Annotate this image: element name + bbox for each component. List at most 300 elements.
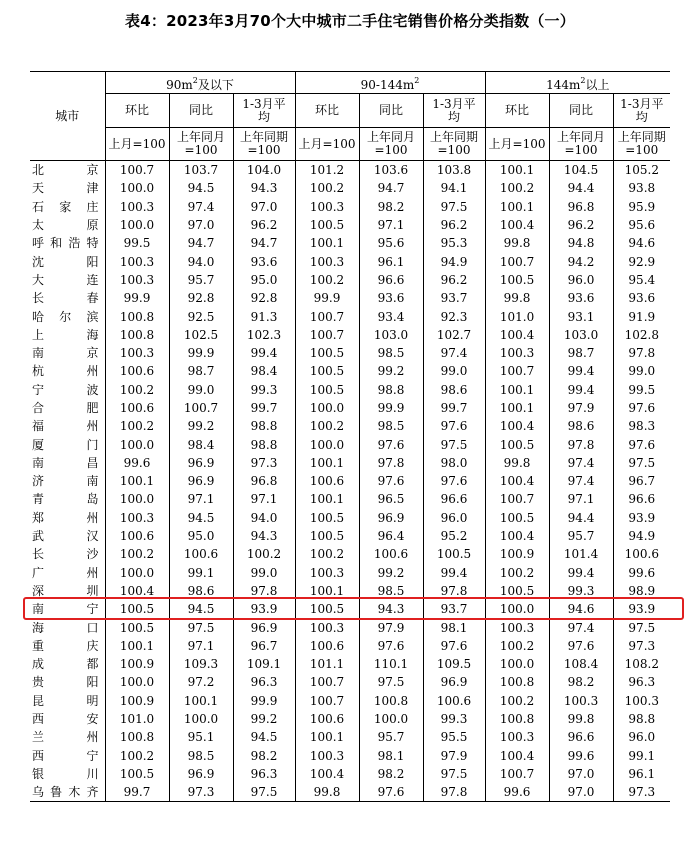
value-cell: 100.3	[485, 728, 549, 746]
value-cell: 97.9	[423, 747, 485, 765]
city-cell: 大 连	[32, 272, 99, 287]
value-cell: 99.3	[549, 582, 613, 600]
value-cell: 97.6	[423, 472, 485, 490]
value-cell: 110.1	[359, 655, 423, 673]
table-row	[30, 618, 670, 636]
city-cell: 天 津	[32, 181, 99, 196]
value-cell: 96.4	[359, 527, 423, 545]
value-cell: 99.9	[169, 344, 233, 362]
city-cell: 南 宁	[32, 602, 99, 617]
table-row	[30, 216, 670, 234]
value-cell: 100.0	[295, 399, 359, 417]
value-cell: 96.7	[613, 472, 670, 490]
value-cell: 100.2	[295, 417, 359, 435]
value-cell: 97.6	[613, 399, 670, 417]
value-cell: 99.7	[423, 399, 485, 417]
value-cell: 100.8	[485, 710, 549, 728]
value-cell: 100.5	[295, 509, 359, 527]
value-cell: 98.0	[423, 454, 485, 472]
value-cell: 96.1	[359, 252, 423, 270]
value-cell: 100.8	[105, 307, 169, 325]
value-cell: 102.5	[169, 326, 233, 344]
value-cell: 97.8	[549, 435, 613, 453]
value-cell: 99.8	[485, 454, 549, 472]
value-cell: 100.6	[423, 692, 485, 710]
value-cell: 100.3	[295, 747, 359, 765]
value-cell: 97.1	[169, 637, 233, 655]
city-cell: 呼和浩特	[32, 236, 99, 251]
value-cell: 104.0	[233, 161, 295, 180]
value-cell: 100.3	[105, 344, 169, 362]
value-cell: 99.3	[233, 381, 295, 399]
value-cell: 97.5	[423, 765, 485, 783]
value-cell: 100.4	[485, 417, 549, 435]
value-cell: 98.2	[359, 198, 423, 216]
value-cell: 94.0	[233, 509, 295, 527]
value-cell: 97.6	[359, 783, 423, 802]
value-cell: 100.6	[105, 399, 169, 417]
city-cell: 兰 州	[32, 730, 99, 745]
value-cell: 97.8	[233, 582, 295, 600]
value-cell: 100.1	[105, 637, 169, 655]
value-cell: 97.5	[423, 198, 485, 216]
value-cell: 99.1	[169, 564, 233, 582]
value-cell: 99.5	[105, 234, 169, 252]
value-cell: 97.5	[169, 618, 233, 636]
value-cell: 99.4	[549, 564, 613, 582]
value-cell: 100.7	[485, 490, 549, 508]
city-cell: 海 口	[32, 620, 99, 635]
city-cell: 杭 州	[32, 364, 99, 379]
value-cell: 100.5	[295, 381, 359, 399]
value-cell: 99.9	[105, 289, 169, 307]
value-cell: 100.1	[485, 381, 549, 399]
value-cell: 94.6	[549, 600, 613, 618]
value-cell: 101.0	[485, 307, 549, 325]
value-cell: 97.9	[359, 618, 423, 636]
value-cell: 103.8	[423, 161, 485, 180]
value-cell: 99.2	[233, 710, 295, 728]
value-cell: 97.6	[423, 417, 485, 435]
value-cell: 100.3	[485, 618, 549, 636]
value-cell: 98.7	[549, 344, 613, 362]
table-row	[30, 490, 670, 508]
base-header-cell: 上年同月=100	[359, 128, 423, 161]
table-row	[30, 289, 670, 307]
value-cell: 96.9	[169, 472, 233, 490]
group-header-small: $90m^2$及以下	[105, 72, 295, 94]
base-header-cell: 上年同期=100	[613, 128, 670, 161]
value-cell: 93.9	[233, 600, 295, 618]
value-cell: 108.2	[613, 655, 670, 673]
value-cell: 97.8	[423, 582, 485, 600]
value-cell: 100.2	[105, 417, 169, 435]
value-cell: 103.0	[359, 326, 423, 344]
table-row	[30, 362, 670, 380]
value-cell: 100.2	[485, 179, 549, 197]
value-cell: 94.9	[423, 252, 485, 270]
table-row	[30, 271, 670, 289]
value-cell: 99.0	[423, 362, 485, 380]
value-cell: 100.4	[485, 326, 549, 344]
value-cell: 94.7	[233, 234, 295, 252]
value-cell: 100.4	[295, 765, 359, 783]
city-cell: 宁 波	[32, 382, 99, 397]
base-header-cell: 上年同月=100	[169, 128, 233, 161]
group-header-large: $144m^2$以上	[485, 72, 670, 94]
value-cell: 95.2	[423, 527, 485, 545]
value-cell: 100.5	[295, 344, 359, 362]
value-cell: 98.4	[169, 435, 233, 453]
value-cell: 100.2	[485, 564, 549, 582]
value-cell: 96.1	[613, 765, 670, 783]
value-cell: 93.6	[549, 289, 613, 307]
value-cell: 98.8	[613, 710, 670, 728]
value-cell: 100.6	[359, 545, 423, 563]
value-cell: 98.6	[423, 381, 485, 399]
table-row	[30, 509, 670, 527]
city-cell: 郑 州	[32, 510, 99, 525]
table-row	[30, 545, 670, 563]
city-cell: 太 原	[32, 218, 99, 233]
city-cell: 合 肥	[32, 401, 99, 415]
city-cell: 石家庄	[32, 199, 99, 214]
value-cell: 100.1	[295, 234, 359, 252]
value-cell: 103.6	[359, 161, 423, 180]
value-cell: 98.5	[169, 747, 233, 765]
sub-header-cell: 环比	[295, 94, 359, 128]
value-cell: 97.5	[613, 454, 670, 472]
value-cell: 100.6	[295, 710, 359, 728]
sub-header-cell: 环比	[105, 94, 169, 128]
value-cell: 100.1	[295, 582, 359, 600]
value-cell: 99.0	[233, 564, 295, 582]
city-cell: 长 春	[32, 291, 99, 306]
value-cell: 97.4	[549, 472, 613, 490]
table-body	[30, 161, 670, 802]
value-cell: 100.4	[105, 582, 169, 600]
value-cell: 97.0	[549, 783, 613, 802]
value-cell: 99.7	[105, 783, 169, 802]
value-cell: 100.2	[295, 179, 359, 197]
value-cell: 100.5	[423, 545, 485, 563]
value-cell: 98.4	[233, 362, 295, 380]
value-cell: 100.1	[485, 399, 549, 417]
value-cell: 93.6	[359, 289, 423, 307]
value-cell: 97.8	[359, 454, 423, 472]
value-cell: 100.6	[295, 472, 359, 490]
city-cell: 武 汉	[32, 529, 99, 544]
value-cell: 93.9	[613, 600, 670, 618]
value-cell: 100.0	[105, 179, 169, 197]
value-cell: 99.6	[485, 783, 549, 802]
value-cell: 100.7	[485, 765, 549, 783]
value-cell: 97.5	[423, 435, 485, 453]
value-cell: 100.5	[295, 527, 359, 545]
value-cell: 100.2	[105, 747, 169, 765]
value-cell: 94.4	[549, 509, 613, 527]
city-cell: 哈尔滨	[32, 309, 99, 324]
value-cell: 100.5	[105, 618, 169, 636]
value-cell: 94.2	[549, 252, 613, 270]
table-row	[30, 728, 670, 746]
city-cell: 北 京	[32, 163, 99, 178]
value-cell: 100.5	[105, 765, 169, 783]
value-cell: 100.3	[105, 271, 169, 289]
value-cell: 100.1	[485, 161, 549, 180]
value-cell: 95.0	[233, 271, 295, 289]
city-cell: 青 岛	[32, 492, 99, 507]
city-cell: 昆 明	[32, 693, 99, 708]
value-cell: 92.8	[169, 289, 233, 307]
value-cell: 97.8	[423, 783, 485, 802]
value-cell: 100.7	[295, 307, 359, 325]
value-cell: 97.5	[359, 673, 423, 691]
value-cell: 99.8	[295, 783, 359, 802]
city-cell: 西 宁	[32, 748, 99, 763]
value-cell: 96.2	[549, 216, 613, 234]
value-cell: 96.9	[169, 765, 233, 783]
table-row	[30, 692, 670, 710]
table-row	[30, 472, 670, 490]
value-cell: 97.4	[549, 454, 613, 472]
value-cell: 98.6	[169, 582, 233, 600]
table-row	[30, 179, 670, 197]
value-cell: 100.4	[485, 747, 549, 765]
city-column-header: 城市	[30, 72, 105, 161]
value-cell: 95.0	[169, 527, 233, 545]
value-cell: 92.9	[613, 252, 670, 270]
city-cell: 长 沙	[32, 547, 99, 562]
value-cell: 100.1	[295, 728, 359, 746]
value-cell: 109.3	[169, 655, 233, 673]
value-cell: 95.1	[169, 728, 233, 746]
value-cell: 99.2	[169, 417, 233, 435]
value-cell: 98.5	[359, 582, 423, 600]
value-cell: 100.1	[295, 454, 359, 472]
value-cell: 100.0	[105, 435, 169, 453]
value-cell: 100.8	[485, 673, 549, 691]
value-cell: 99.4	[233, 344, 295, 362]
table-header	[30, 72, 670, 161]
table-row	[30, 198, 670, 216]
value-cell: 96.3	[233, 765, 295, 783]
value-cell: 94.4	[549, 179, 613, 197]
price-index-table	[30, 71, 670, 802]
value-cell: 98.5	[359, 344, 423, 362]
table-row	[30, 673, 670, 691]
value-cell: 100.7	[485, 252, 549, 270]
value-cell: 99.8	[485, 234, 549, 252]
value-cell: 100.9	[105, 692, 169, 710]
value-cell: 97.5	[233, 783, 295, 802]
value-cell: 96.6	[359, 271, 423, 289]
value-cell: 101.2	[295, 161, 359, 180]
value-cell: 101.4	[549, 545, 613, 563]
value-cell: 100.6	[295, 637, 359, 655]
value-cell: 97.2	[169, 673, 233, 691]
value-cell: 95.4	[613, 271, 670, 289]
base-header-cell: 上月=100	[105, 128, 169, 161]
value-cell: 109.5	[423, 655, 485, 673]
city-cell: 成 都	[32, 657, 99, 672]
value-cell: 97.6	[359, 435, 423, 453]
value-cell: 95.7	[549, 527, 613, 545]
table-row	[30, 564, 670, 582]
value-cell: 100.6	[105, 362, 169, 380]
value-cell: 100.0	[485, 600, 549, 618]
value-cell: 100.9	[485, 545, 549, 563]
value-cell: 97.8	[613, 344, 670, 362]
city-cell: 银 川	[32, 766, 99, 781]
value-cell: 93.9	[613, 509, 670, 527]
city-cell: 西 安	[32, 712, 99, 727]
value-cell: 92.5	[169, 307, 233, 325]
city-cell: 贵 阳	[32, 675, 99, 690]
value-cell: 100.2	[233, 545, 295, 563]
table-row	[30, 783, 670, 802]
value-cell: 97.3	[613, 637, 670, 655]
value-cell: 94.7	[359, 179, 423, 197]
value-cell: 100.3	[549, 692, 613, 710]
value-cell: 96.3	[233, 673, 295, 691]
value-cell: 100.6	[169, 545, 233, 563]
value-cell: 100.8	[359, 692, 423, 710]
value-cell: 99.4	[423, 564, 485, 582]
value-cell: 97.6	[359, 637, 423, 655]
value-cell: 95.6	[359, 234, 423, 252]
value-cell: 99.8	[485, 289, 549, 307]
value-cell: 96.2	[233, 216, 295, 234]
value-cell: 100.3	[295, 198, 359, 216]
city-cell: 南 昌	[32, 455, 99, 470]
value-cell: 98.1	[359, 747, 423, 765]
table-row	[30, 326, 670, 344]
value-cell: 100.8	[105, 728, 169, 746]
value-cell: 108.4	[549, 655, 613, 673]
value-cell: 99.9	[233, 692, 295, 710]
value-cell: 99.6	[549, 747, 613, 765]
value-cell: 96.0	[423, 509, 485, 527]
value-cell: 100.5	[295, 600, 359, 618]
value-cell: 102.8	[613, 326, 670, 344]
table-row	[30, 454, 670, 472]
value-cell: 97.3	[169, 783, 233, 802]
value-cell: 100.2	[105, 545, 169, 563]
value-cell: 95.7	[359, 728, 423, 746]
value-cell: 100.7	[295, 692, 359, 710]
city-cell: 重 庆	[32, 638, 99, 653]
value-cell: 91.9	[613, 307, 670, 325]
value-cell: 99.8	[549, 710, 613, 728]
table-row	[30, 655, 670, 673]
value-cell: 97.0	[549, 765, 613, 783]
value-cell: 100.3	[485, 344, 549, 362]
value-cell: 98.8	[233, 435, 295, 453]
city-cell: 乌鲁木齐	[30, 783, 105, 802]
table-title: 表4：2023年3月70个大中城市二手住宅销售价格分类指数（一）	[125, 12, 575, 30]
city-cell: 上 海	[32, 327, 99, 342]
value-cell: 92.8	[233, 289, 295, 307]
value-cell: 100.5	[485, 582, 549, 600]
value-cell: 94.9	[613, 527, 670, 545]
table-row	[30, 252, 670, 270]
value-cell: 98.6	[549, 417, 613, 435]
value-cell: 99.4	[549, 381, 613, 399]
table-row	[30, 747, 670, 765]
value-cell: 100.4	[485, 216, 549, 234]
value-cell: 99.6	[105, 454, 169, 472]
value-cell: 97.1	[169, 490, 233, 508]
value-cell: 96.6	[549, 728, 613, 746]
value-cell: 94.5	[169, 509, 233, 527]
value-cell: 94.5	[169, 179, 233, 197]
value-cell: 100.9	[105, 655, 169, 673]
value-cell: 100.5	[485, 509, 549, 527]
value-cell: 100.5	[485, 271, 549, 289]
value-cell: 99.2	[359, 564, 423, 582]
value-cell: 100.7	[295, 673, 359, 691]
value-cell: 100.3	[105, 509, 169, 527]
value-cell: 100.7	[169, 399, 233, 417]
value-cell: 98.7	[169, 362, 233, 380]
value-cell: 96.6	[613, 490, 670, 508]
value-cell: 93.4	[359, 307, 423, 325]
value-cell: 99.0	[613, 362, 670, 380]
value-cell: 98.8	[233, 417, 295, 435]
value-cell: 99.5	[613, 381, 670, 399]
value-cell: 96.9	[359, 509, 423, 527]
value-cell: 97.0	[233, 198, 295, 216]
value-cell: 97.6	[359, 472, 423, 490]
value-cell: 100.5	[295, 216, 359, 234]
value-cell: 97.5	[613, 618, 670, 636]
value-cell: 97.1	[549, 490, 613, 508]
sub-header-cell: 1-3月平均	[233, 94, 295, 128]
value-cell: 95.9	[613, 198, 670, 216]
value-cell: 94.5	[169, 600, 233, 618]
value-cell: 100.1	[295, 490, 359, 508]
value-cell: 100.4	[485, 527, 549, 545]
value-cell: 99.2	[359, 362, 423, 380]
value-cell: 101.0	[105, 710, 169, 728]
base-header-cell: 上月=100	[295, 128, 359, 161]
value-cell: 100.8	[105, 326, 169, 344]
value-cell: 96.6	[423, 490, 485, 508]
table-row	[30, 344, 670, 362]
value-cell: 100.2	[105, 381, 169, 399]
value-cell: 96.8	[549, 198, 613, 216]
value-cell: 109.1	[233, 655, 295, 673]
base-header-cell: 上月=100	[485, 128, 549, 161]
value-cell: 97.3	[233, 454, 295, 472]
value-cell: 105.2	[613, 161, 670, 180]
value-cell: 98.3	[613, 417, 670, 435]
value-cell: 94.6	[613, 234, 670, 252]
value-cell: 93.7	[423, 600, 485, 618]
value-cell: 97.4	[169, 198, 233, 216]
value-cell: 94.5	[233, 728, 295, 746]
value-cell: 100.3	[295, 618, 359, 636]
value-cell: 98.9	[613, 582, 670, 600]
value-cell: 100.5	[295, 362, 359, 380]
value-cell: 92.3	[423, 307, 485, 325]
city-cell: 厦 门	[32, 437, 99, 452]
table-row	[30, 582, 670, 600]
value-cell: 98.1	[423, 618, 485, 636]
value-cell: 95.7	[169, 271, 233, 289]
value-cell: 100.1	[169, 692, 233, 710]
